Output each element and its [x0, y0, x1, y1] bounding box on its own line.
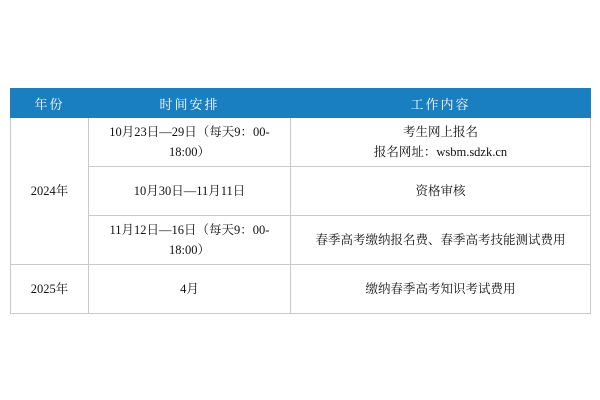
cell-time: 10月30日—11月11日	[89, 167, 291, 216]
schedule-table	[10, 88, 591, 314]
table-row	[11, 216, 591, 265]
cell-content: 缴纳春季高考知识考试费用	[291, 265, 591, 314]
table-body	[11, 118, 591, 314]
cell-content-line2: 报名网址：wsbm.sdzk.cn	[373, 145, 508, 159]
cell-content	[291, 118, 591, 167]
cell-content: 资格审核	[291, 167, 591, 216]
table-header-row	[11, 89, 591, 118]
cell-year: 2024年	[11, 118, 89, 265]
cell-time: 4月	[89, 265, 291, 314]
table-row	[11, 167, 591, 216]
table-row	[11, 265, 591, 314]
cell-time: 11月12日—16日（每天9：00-18:00）	[89, 216, 291, 265]
column-header-time: 时间安排	[89, 89, 291, 118]
column-header-content: 工作内容	[291, 89, 591, 118]
cell-content: 春季高考缴纳报名费、春季高考技能测试费用	[291, 216, 591, 265]
table-row	[11, 118, 591, 167]
cell-content-line1: 考生网上报名	[402, 125, 478, 139]
cell-time: 10月23日—29日（每天9：00-18:00）	[89, 118, 291, 167]
cell-year: 2025年	[11, 265, 89, 314]
table-header	[11, 89, 591, 118]
column-header-year: 年份	[11, 89, 89, 118]
